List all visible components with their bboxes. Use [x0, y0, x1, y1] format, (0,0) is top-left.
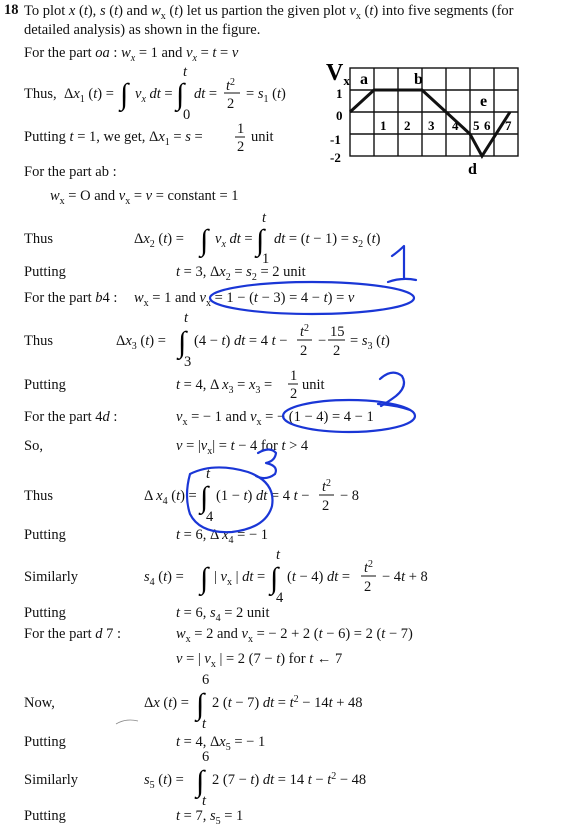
svg-text:s4 (t) =: $s_4$ (t) = [144, 569, 184, 588]
d7-similarly-label: Similarly [24, 772, 78, 788]
d7-eq2: v = | $v_x$ | = 2 (7 − t) for t ← 7 [176, 651, 343, 670]
svg-text:0: 0 [183, 107, 191, 123]
svg-text:Δ x4 (t) =: Δ $x_4$ (t) = [144, 488, 197, 507]
intro-line-2: detailed analysis) as shown in the figure. [24, 22, 261, 38]
now-label: Now, [24, 695, 55, 711]
svg-text:t: t [184, 310, 189, 326]
b4-thus-label: Thus [24, 333, 53, 349]
svg-text:2: 2 [300, 343, 308, 359]
b4-putting-label: Putting [24, 377, 66, 393]
d7-putting2-label: Putting [24, 808, 66, 824]
svg-text:2: 2 [227, 96, 235, 112]
svg-text:t: t [206, 466, 211, 482]
d7-eq1: $w_x = 2$ and $v_x$ = − 2 + 2 (t − 6) = 2 (t − 7) [176, 626, 413, 645]
ab-line: $w_x = O$ and $v_x = v$ = constant = 1 [50, 188, 239, 207]
svg-text:2: 2 [290, 386, 298, 402]
svg-text:1: 1 [290, 368, 298, 384]
svg-text:2: 2 [322, 498, 330, 514]
svg-text:1: 1 [237, 121, 245, 137]
point-label-e: e [480, 93, 488, 110]
svg-text:= s1 (t): = $s_1$ (t) [246, 86, 286, 105]
ab-heading: For the part ab : [24, 164, 117, 180]
svg-text:4: 4 [206, 509, 214, 525]
svg-text:4: 4 [452, 118, 459, 133]
svg-text:3: 3 [428, 118, 435, 133]
handwritten-note-1 [388, 246, 416, 282]
svg-text:t = 4, Δx5 = − 1: t = 4, $\Delta x_5$ = − 1 [176, 734, 266, 753]
ab-putting-eq: t = 3, $\Delta x_2 = s_2 = 2$ unit [176, 264, 306, 283]
y-tick-neg2: -2 [330, 150, 341, 165]
svg-text:2: 2 [404, 118, 411, 133]
svg-text:t2: $t^2$ [322, 478, 332, 495]
svg-text:∫: ∫ [178, 326, 187, 359]
svg-text:5: 5 [473, 118, 480, 133]
svg-text:∫: ∫ [200, 562, 209, 595]
svg-text:−: − [318, 333, 327, 349]
ab-thus-eq: $\Delta x_2$ (t) = [134, 231, 184, 250]
svg-text:= s3 (t): = $s_3$ (t) [350, 333, 390, 352]
svg-text:3: 3 [184, 354, 192, 370]
svg-text:(t − 4) dt =: (t − 4) dt = [287, 569, 351, 585]
svg-text:t: t [276, 547, 281, 563]
svg-text:(1 − t) dt = 4 t −: (1 − t) dt = 4 t − [216, 488, 310, 504]
ab-thus-label: Thus [24, 231, 53, 247]
svg-text:∫: ∫ [270, 562, 279, 595]
svg-text:6: 6 [484, 118, 491, 133]
svg-text:v = |vx| = t − 4 for t > 4: $v = |v_x| = t - 4$ for t > 4 [176, 438, 309, 457]
d7-heading: For the part d 7 : [24, 626, 122, 642]
svg-text:t: t [183, 64, 188, 80]
svg-text:t2: $t^2$ [300, 323, 310, 340]
4d-similarly-label: Similarly [24, 569, 78, 585]
problem-number: 18 [4, 2, 19, 18]
svg-text:∫: ∫ [256, 224, 265, 257]
4d-putting2-label: Putting [24, 605, 66, 621]
intro-line-1: To plot x (t), s (t) and $w_x$ (t) let us partion the given plot $v_x$ (t) into five segments (for [24, 3, 514, 22]
point-label-d: d [468, 161, 477, 178]
svg-text:unit: unit [251, 129, 274, 145]
integral-sign: ∫ [176, 78, 185, 111]
svg-text:∫: ∫ [196, 765, 205, 798]
svg-text:t = 6, Δ x4 = − 1: t = 6, Δ $x_4$ = − 1 [176, 527, 269, 546]
svg-text:t2: $t^2$ [364, 559, 374, 576]
svg-text:1: 1 [262, 251, 270, 267]
svg-text:− 4t + 8: − 4t + 8 [382, 569, 428, 585]
svg-text:unit: unit [302, 377, 325, 393]
velocity-graph [326, 60, 518, 178]
integral-sign: ∫ [120, 78, 129, 111]
ab-putting-label: Putting [24, 264, 66, 280]
oa-thus-eq: $\Delta x_1$ (t) = [64, 86, 114, 105]
oa-thus-label: Thus, [24, 86, 57, 102]
svg-text:2 (t − 7) dt = t2 − 14t + 48: 2 (t − 7) dt = $t^2 - 14t + 48$ [212, 694, 363, 711]
svg-text:(4 − t) dt = 4 t −: (4 − t) dt = 4 t − [194, 333, 288, 349]
svg-text:15: 15 [330, 324, 345, 340]
so-label: So, [24, 438, 43, 454]
svg-text:Δx3 (t) =: $\Delta x_3$ (t) = [116, 333, 166, 352]
4d-thus-label: Thus [24, 488, 53, 504]
b4-heading: For the part b4 : [24, 290, 118, 306]
svg-text:vx dt =: $v_x$ dt = [215, 231, 253, 250]
svg-text:t = 7, s5 = 1: t = 7, $s_5 = 1$ [176, 808, 244, 825]
axis-label-vx: $V_x$ [326, 60, 350, 88]
svg-text:t: t [202, 716, 207, 732]
svg-text:dt =: dt = [194, 86, 218, 102]
svg-text:t: t [202, 793, 207, 809]
y-tick-0: 0 [336, 108, 343, 123]
svg-text:Δx (t) =: Δx (t) = [144, 695, 189, 711]
point-label-b: b [414, 71, 423, 88]
svg-text:2: 2 [333, 343, 341, 359]
svg-text:∫: ∫ [196, 688, 205, 721]
svg-text:t2: $t^2$ [226, 77, 236, 94]
svg-text:t = 6, s4 = 2 unit: t = 6, $s_4 = 2$ unit [176, 605, 270, 624]
svg-text:t: t [262, 210, 267, 226]
part-oa-heading: For the part oa : $w_x = 1$ and $v_x = t = v$ [24, 45, 239, 64]
4d-putting-label: Putting [24, 527, 66, 543]
svg-text:6: 6 [202, 672, 210, 688]
y-tick-1: 1 [336, 86, 343, 101]
svg-text:t = 4, Δ x3 = x3 =: t = 4, Δ $x_3 = x_3$ = [176, 377, 273, 396]
d7-putting-label: Putting [24, 734, 66, 750]
svg-text:∫: ∫ [200, 224, 209, 257]
svg-text:7: 7 [505, 118, 512, 133]
svg-text:2 (7 − t) dt = 14 t − t2 − 48: 2 (7 − t) dt = 14 $t - t^2 - 48$ [212, 771, 367, 788]
y-tick-neg1: -1 [330, 132, 341, 147]
svg-text:6: 6 [202, 749, 210, 765]
oa-putting-eq: Putting t = 1, we get, $\Delta x_1 = s$ = [24, 129, 203, 148]
svg-text:dt = (t − 1) = s2 (t): dt = $(t - 1) = s_2$ (t) [274, 231, 381, 250]
pencil-stroke [116, 720, 138, 724]
graph-grid [350, 68, 518, 156]
svg-text:2: 2 [237, 139, 245, 155]
svg-text:− 8: − 8 [340, 488, 360, 504]
b4-eq: $w_x = 1$ and $v_x = 1 - (t - 3) = 4 - t) = v$ [134, 290, 355, 309]
svg-text:1: 1 [380, 118, 387, 133]
svg-text:2: 2 [364, 579, 372, 595]
svg-text:s5 (t) =: $s_5$ (t) = [144, 772, 184, 791]
svg-text:vx dt =: $v_x$ dt = [135, 86, 173, 105]
svg-text:∫: ∫ [200, 481, 209, 514]
4d-heading: For the part 4d : [24, 409, 118, 425]
svg-text:| vx | dt =: | $v_x$ | dt = [214, 569, 266, 588]
point-label-a: a [360, 71, 368, 88]
svg-text:4: 4 [276, 590, 284, 606]
4d-eq: $v_x$ = − 1 and $v_x$ = − (1 − 4) = 4 − 1 [176, 409, 374, 428]
